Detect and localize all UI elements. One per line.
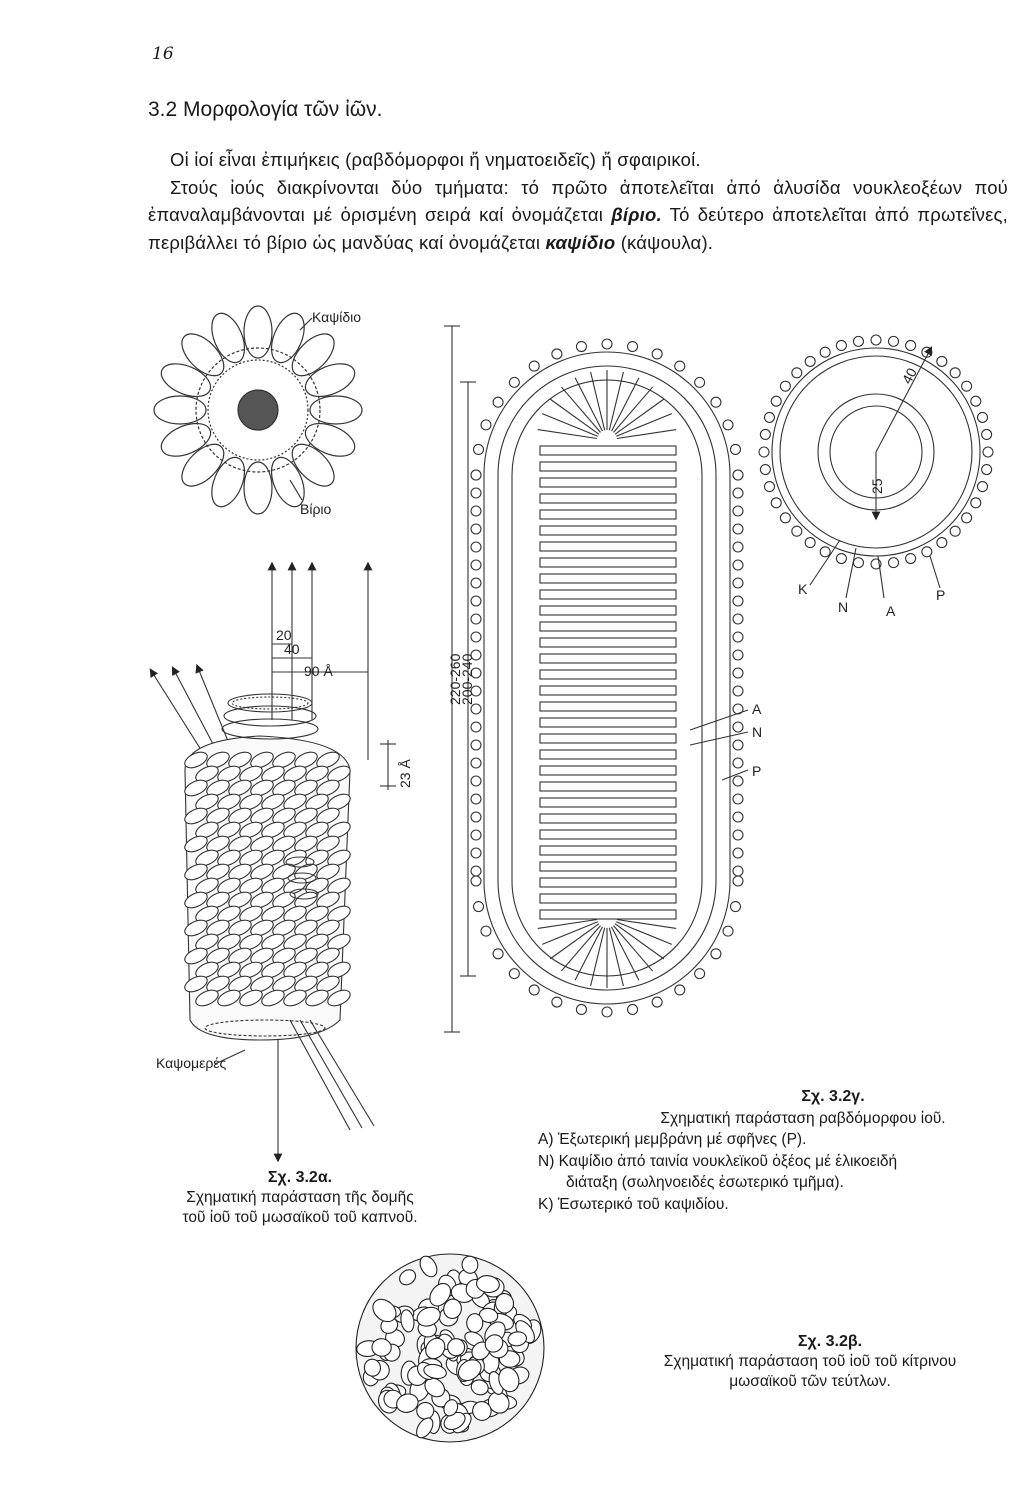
nucleic-acid-slat: [540, 750, 676, 759]
cross-section-spike: [792, 526, 802, 536]
nucleic-acid-slat: [540, 766, 676, 775]
membrane-spike: [733, 794, 743, 804]
membrane-spike: [733, 524, 743, 534]
membrane-spike: [576, 342, 586, 352]
label-A: A: [752, 701, 762, 717]
dim-outer: 220-260: [447, 653, 463, 705]
cross-section-spike: [971, 396, 981, 406]
legend-K: K) Ἐσωτερικό τοῦ καψιδίου.: [538, 1195, 729, 1213]
membrane-spike: [675, 361, 685, 371]
cross-section-spike: [853, 558, 863, 568]
membrane-spike: [730, 902, 740, 912]
membrane-spike: [733, 812, 743, 822]
nucleic-acid-ray: [550, 399, 599, 434]
cross-section-spike: [764, 412, 774, 422]
membrane-spike: [733, 848, 743, 858]
capsomere-petal: [244, 306, 272, 358]
page-number: 16: [152, 44, 174, 64]
nucleic-acid-ray: [616, 922, 672, 945]
membrane-spike: [471, 830, 481, 840]
cross-section-spike: [820, 347, 830, 357]
membrane-spike: [723, 420, 733, 430]
membrane-spike: [471, 524, 481, 534]
nucleic-acid-slat: [540, 654, 676, 663]
membrane-spike: [733, 560, 743, 570]
nucleic-acid-slat: [540, 526, 676, 535]
nucleic-acid-slat: [540, 878, 676, 887]
membrane-spike: [652, 997, 662, 1007]
nucleic-acid-slat: [540, 686, 676, 695]
legend-N-line1: N) Καψίδιο ἀπό ταινία νουκλεϊκοῦ ὀξέος μέ ἑλικοειδή: [538, 1152, 898, 1170]
membrane-spike: [733, 740, 743, 750]
dim-90: 90 Å: [304, 663, 333, 679]
caption-fig-g-line1: Σχηματική παράσταση ραβδόμορφου ἰοῦ.: [660, 1109, 946, 1127]
label-K: K: [798, 581, 808, 597]
cross-section-spike: [982, 465, 992, 475]
membrane-spike: [471, 488, 481, 498]
caption-fig-b-line1: Σχηματική παράσταση τοῦ ἰοῦ τοῦ κίτρινου: [663, 1353, 957, 1370]
nucleic-acid-slat: [540, 638, 676, 647]
membrane-spike: [471, 632, 481, 642]
membrane-spike: [471, 866, 481, 876]
dim-40-circle: 40: [898, 365, 920, 387]
nucleic-acid-ray: [617, 430, 676, 439]
cross-section-spike: [771, 498, 781, 508]
paragraph-1: Οἱ ἰοί εἶναι ἐπιμήκεις (ραβδόμορφοι ἤ νηματοειδεῖς) ἤ σφαιρικοί.: [170, 149, 701, 170]
membrane-spike: [576, 1004, 586, 1014]
cross-section-spike: [937, 356, 947, 366]
label-N-circle: N: [838, 599, 849, 615]
dim-40: 40: [284, 641, 300, 657]
cross-section-spike: [962, 513, 972, 523]
membrane-spike: [711, 397, 721, 407]
cross-section-spike: [760, 429, 770, 439]
membrane-spike: [733, 686, 743, 696]
membrane-spike: [733, 470, 743, 480]
nucleic-acid-slat: [540, 478, 676, 487]
nucleic-acid-slat: [540, 542, 676, 551]
beet-yellows-virus-diagram: [356, 1253, 545, 1442]
cross-section-spike: [937, 538, 947, 548]
nucleic-acid-slat: [540, 574, 676, 583]
cross-section-spike: [889, 558, 899, 568]
cross-section-spike: [836, 340, 846, 350]
capsid-cross-section-diagram: [154, 306, 362, 514]
cross-section-spike: [978, 482, 988, 492]
membrane-spike: [602, 339, 612, 349]
membrane-spike: [602, 1007, 612, 1017]
cross-section-spike: [853, 336, 863, 346]
membrane-spike: [733, 830, 743, 840]
membrane-spike: [733, 668, 743, 678]
dim-23: 23 Å: [397, 759, 413, 788]
cross-section-spike: [871, 335, 881, 345]
capsomere-blob: [447, 1338, 465, 1356]
nucleic-acid-slat: [540, 510, 676, 519]
membrane-spike: [481, 420, 491, 430]
paragraph-2-part-c: Τό δεύτερο ἀποτελεῖται ἀπό πρωτεΐνες, περιβάλλει τό βίριο ὡς μανδύας καί ὀνομάζεται: [148, 204, 1008, 253]
nucleic-acid-slat: [540, 670, 676, 679]
cross-section-spike: [760, 465, 770, 475]
rod-virus-cross-section: [759, 335, 993, 598]
membrane-spike: [730, 444, 740, 454]
membrane-spike: [733, 488, 743, 498]
nucleic-acid-ray: [616, 414, 672, 437]
cross-section-spike: [922, 547, 932, 557]
label-P: P: [752, 763, 762, 779]
label-N: N: [752, 724, 763, 740]
caption-fig-a-line2: τοῦ ἰοῦ τοῦ μωσαϊκοῦ τοῦ καπνοῦ.: [182, 1209, 418, 1226]
paragraph-2-part-e: (κάψουλα).: [615, 231, 714, 253]
membrane-spike: [695, 969, 705, 979]
capsomere-petal: [244, 462, 272, 514]
membrane-spike: [493, 949, 503, 959]
membrane-spike: [471, 596, 481, 606]
cross-section-spike: [889, 336, 899, 346]
nucleic-acid-slat: [540, 558, 676, 567]
membrane-spike: [695, 377, 705, 387]
membrane-spike: [471, 542, 481, 552]
membrane-spike: [723, 926, 733, 936]
cross-section-spike: [805, 356, 815, 366]
nucleic-acid-slat: [540, 462, 676, 471]
label-A-circle: A: [886, 603, 896, 619]
dim-25: 25: [869, 478, 885, 494]
membrane-spike: [675, 985, 685, 995]
nucleic-acid-ray: [538, 919, 597, 928]
nucleic-acid-slat: [540, 590, 676, 599]
nucleic-acid-ray: [542, 922, 598, 945]
nucleic-acid-ray: [617, 919, 676, 928]
cross-section-spike: [962, 381, 972, 391]
nucleic-acid-slat: [540, 830, 676, 839]
nucleic-acid-slat: [540, 702, 676, 711]
membrane-spike: [733, 596, 743, 606]
membrane-spike: [733, 614, 743, 624]
membrane-spike: [471, 614, 481, 624]
capsomere-petal: [154, 396, 206, 424]
cross-section-spike: [971, 498, 981, 508]
membrane-spike: [471, 812, 481, 822]
caption-fig-g: [538, 1086, 1008, 1215]
caption-fig-b: [612, 1332, 1008, 1392]
membrane-spike: [481, 926, 491, 936]
membrane-spike: [471, 876, 481, 886]
membrane-spike: [628, 342, 638, 352]
nucleic-acid-ray: [561, 387, 600, 432]
dim-20: 20: [276, 627, 292, 643]
capsomere-petal: [310, 396, 362, 424]
dim-inner: 200-240: [459, 653, 475, 705]
cross-section-spike: [764, 482, 774, 492]
caption-fig-a-title: Σχ. 3.2α.: [267, 1169, 333, 1186]
membrane-spike: [529, 361, 539, 371]
label-capsomeres: Καψομερές: [156, 1055, 227, 1071]
paragraph-2-part-a: Στούς ἰούς διακρίνονται δύο τμήματα: τό πρῶτο ἀποτελεῖται ἀπό ἁλυσίδα νουκλεοξέων πού ἐπαναλαμβάνονται μέ ὁρισμένη σειρά καί ὀνομάζεται: [148, 176, 1008, 225]
nucleic-acid-ray: [615, 924, 664, 959]
membrane-spike: [471, 578, 481, 588]
cross-section-spike: [820, 547, 830, 557]
membrane-spike: [733, 542, 743, 552]
caption-fig-b-line2: μωσαϊκοῦ τῶν τεύτλων.: [729, 1373, 891, 1390]
membrane-spike: [733, 776, 743, 786]
cross-section-spike: [805, 538, 815, 548]
nucleic-acid-ray: [561, 926, 600, 971]
cross-section-spike: [950, 526, 960, 536]
membrane-spike: [733, 722, 743, 732]
membrane-spike: [471, 722, 481, 732]
cross-section-spike: [771, 396, 781, 406]
membrane-spike: [509, 377, 519, 387]
nucleic-acid-slat: [540, 718, 676, 727]
cross-section-spike: [906, 340, 916, 350]
membrane-spike: [474, 902, 484, 912]
section-title: 3.2 Μορφολογία τῶν ἰῶν.: [148, 98, 383, 121]
cross-section-spike: [780, 513, 790, 523]
nucleic-acid-slat: [540, 734, 676, 743]
cross-section-spike: [836, 554, 846, 564]
nucleic-acid-slat: [540, 862, 676, 871]
membrane-spike: [628, 1004, 638, 1014]
caption-fig-a: [150, 1168, 450, 1228]
membrane-spike: [493, 397, 503, 407]
membrane-spike: [733, 876, 743, 886]
membrane-spike: [471, 506, 481, 516]
nucleic-acid-slat: [540, 910, 676, 919]
membrane-spike: [733, 632, 743, 642]
nucleic-acid-slat: [540, 622, 676, 631]
membrane-spike: [733, 506, 743, 516]
term-capsid: καψίδιο: [545, 231, 616, 253]
legend-N-line2: διάταξη (σωληνοειδές ἐσωτερικό τμῆμα).: [566, 1174, 844, 1191]
capsomere-blob: [467, 1314, 483, 1333]
nucleic-acid-ray: [542, 414, 598, 437]
membrane-spike: [529, 985, 539, 995]
cross-section-spike: [759, 447, 769, 457]
membrane-spike: [552, 997, 562, 1007]
label-capsid: Καψίδιο: [312, 309, 362, 325]
membrane-spike: [509, 969, 519, 979]
label-P-circle: P: [936, 587, 946, 603]
legend-A: A) Ἐξωτερική μεμβράνη μέ σφῆνες (P).: [538, 1131, 807, 1148]
membrane-spike: [552, 349, 562, 359]
cross-section-spike: [950, 368, 960, 378]
membrane-spike: [711, 949, 721, 959]
nucleic-acid-ray: [615, 399, 664, 434]
membrane-spike: [471, 758, 481, 768]
membrane-spike: [471, 848, 481, 858]
membrane-spike: [471, 470, 481, 480]
cross-section-spike: [792, 368, 802, 378]
caption-fig-g-title: Σχ. 3.2γ.: [801, 1088, 865, 1105]
cross-section-spike: [983, 447, 993, 457]
membrane-spike: [471, 794, 481, 804]
membrane-spike: [471, 560, 481, 570]
nucleic-acid-slat: [540, 494, 676, 503]
caption-fig-b-title: Σχ. 3.2β.: [797, 1333, 863, 1350]
cross-section-spike: [982, 429, 992, 439]
term-virion: βίριο.: [611, 204, 662, 225]
membrane-spike: [471, 776, 481, 786]
membrane-spike: [733, 758, 743, 768]
caption-fig-a-line1: Σχηματική παράσταση τῆς δομῆς: [186, 1189, 414, 1206]
membrane-spike: [471, 740, 481, 750]
cross-section-spike: [780, 381, 790, 391]
membrane-spike: [733, 578, 743, 588]
membrane-spike: [474, 444, 484, 454]
label-virion: Βίριο: [300, 501, 332, 517]
nucleic-acid-slat: [540, 606, 676, 615]
rod-virus-diagram: [444, 326, 748, 1032]
nucleic-acid-slat: [540, 894, 676, 903]
nucleic-acid-slat: [540, 846, 676, 855]
nucleic-acid-slat: [540, 814, 676, 823]
nucleic-acid-ray: [538, 430, 597, 439]
membrane-spike: [652, 349, 662, 359]
nucleic-acid-ray: [614, 926, 653, 971]
nucleic-acid-ray: [614, 387, 653, 432]
cross-section-spike: [978, 412, 988, 422]
membrane-spike: [733, 650, 743, 660]
nucleic-acid-slat: [540, 798, 676, 807]
nucleic-acid-slat: [540, 782, 676, 791]
nucleic-acid-slat: [540, 446, 676, 455]
nucleic-acid-ray: [550, 924, 599, 959]
cross-section-spike: [906, 554, 916, 564]
membrane-spike: [733, 866, 743, 876]
